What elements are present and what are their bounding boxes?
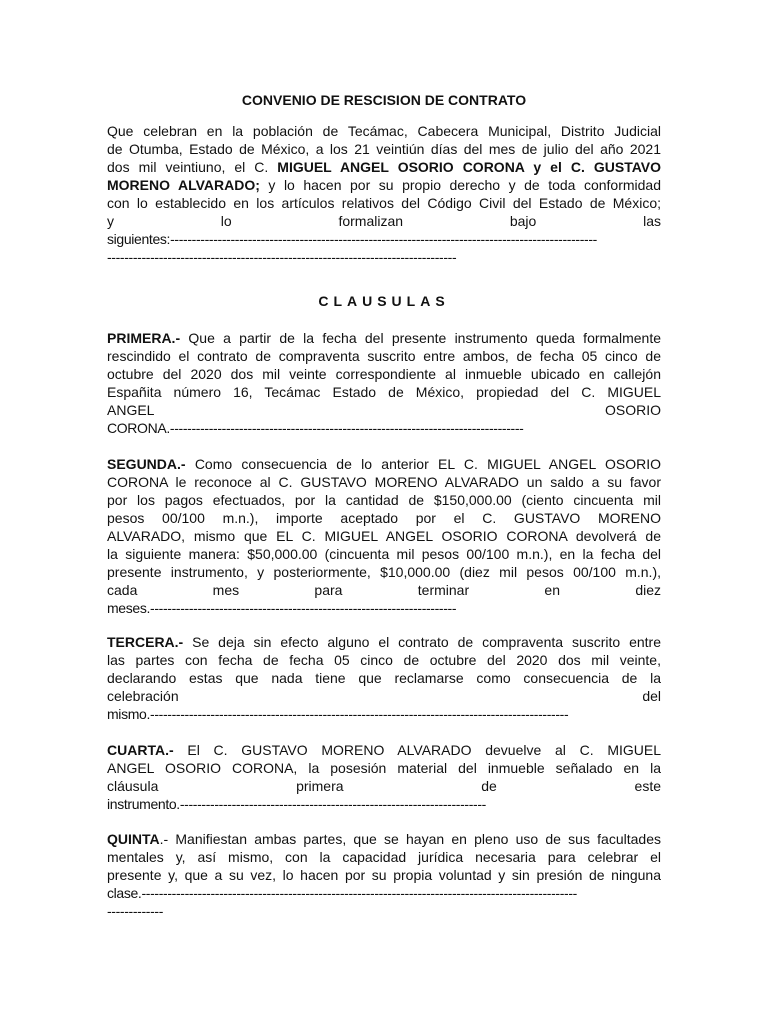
clause-label: SEGUNDA.- [107, 456, 186, 472]
intro-line [107, 158, 661, 176]
clause-line: presente instrumento, y posteriormente, $10,000.00 (diez mil pesos 00/100 m.n.), [107, 564, 661, 580]
clause-text: Se deja sin efecto alguno el contrato de compraventa suscrito entre [183, 634, 661, 650]
clause-label: CUARTA.- [107, 742, 174, 758]
clause-label: TERCERA.- [107, 634, 184, 650]
clause-line: ANGEL OSORIO [107, 402, 661, 418]
clause-line: la siguiente manera: $50,000.00 (cincuenta mil pesos 00/100 m.n.), en la fecha del [107, 546, 661, 562]
clause-line: CORONA.---------------------------------------------------------------------------------- [107, 420, 524, 436]
clause-line: celebración del [107, 688, 661, 704]
clause-line [107, 455, 661, 473]
clause-line: ALVARADO, mismo que EL C. MIGUEL ANGEL OSORIO CORONA devolverá de [107, 528, 661, 544]
clause-text: Como consecuencia de lo anterior EL C. MIGUEL ANGEL OSORIO [185, 456, 661, 472]
intro-text: dos mil veintiuno, el C. [107, 159, 278, 175]
clausulas-heading: CLAUSULAS [318, 293, 450, 309]
clause-line: mismo.------------------------------------------------------------------------------------------------- [107, 706, 569, 722]
clause-line: clase.----------------------------------------------------------------------------------------------------- [107, 885, 577, 901]
clause-tercera [107, 633, 661, 723]
clause-line: ------------- [107, 903, 164, 919]
clause-line: cada mes para terminar en diez [107, 582, 661, 598]
clause-line: presente y, que a su vez, lo hacen por su propia voluntad y sin presión de ninguna [107, 867, 661, 883]
clause-line: CORONA le reconoce al C. GUSTAVO MORENO ALVARADO un saldo a su favor [107, 474, 661, 490]
clause-line [107, 329, 661, 347]
intro-line: y lo formalizan bajo las [107, 213, 661, 229]
clause-line: por los pagos efectuados, por la cantidad de $150,000.00 (ciento cincuenta mil [107, 492, 661, 508]
clause-line: declarando estas que nada tiene que reclamarse como consecuencia de la [107, 670, 661, 686]
clause-line: instrumento.----------------------------------------------------------------------- [107, 796, 486, 812]
intro-line [107, 176, 661, 194]
parties-names: MIGUEL ANGEL OSORIO CORONA y el C. GUSTAVO [277, 159, 661, 175]
intro-line: --------------------------------------------------------------------------------- [107, 249, 457, 265]
clause-label: PRIMERA.- [107, 330, 181, 346]
intro-line: siguientes:--------------------------------------------------------------------------------------------------- [107, 231, 597, 247]
intro-line: de Otumba, Estado de México, a los 21 veintiún días del mes de julio del año 2021 [107, 141, 661, 157]
clause-text: El C. GUSTAVO MORENO ALVARADO devuelve al C. MIGUEL [173, 742, 661, 758]
clause-line: Españita número 16, Tecámac Estado de México, propiedad del C. MIGUEL [107, 384, 661, 400]
intro-text: y lo hacen por su propio derecho y de toda conformidad [259, 177, 661, 193]
clause-line: cláusula primera de este [107, 778, 661, 794]
intro-paragraph [107, 122, 661, 266]
document-title: CONVENIO DE RESCISION DE CONTRATO [241, 92, 527, 108]
clause-primera [107, 329, 661, 437]
party-name: MORENO ALVARADO; [107, 177, 260, 193]
clause-line: ANGEL OSORIO CORONA, la posesión material del inmueble señalado en la [107, 760, 661, 776]
clause-line: mentales y, así mismo, con la capacidad jurídica necesaria para celebrar el [107, 849, 661, 865]
clause-line: rescindido el contrato de compraventa suscrito entre ambos, de fecha 05 cinco de [107, 348, 661, 364]
intro-line: Que celebran en la población de Tecámac, Cabecera Municipal, Distrito Judicial [107, 123, 661, 139]
intro-line: con lo establecido en los artículos relativos del Código Civil del Estado de México; [107, 195, 661, 211]
clause-line [107, 741, 661, 759]
clause-line: pesos 00/100 m.n.), importe aceptado por el C. GUSTAVO MORENO [107, 510, 661, 526]
clause-line [107, 633, 661, 651]
clause-line [107, 830, 661, 848]
clause-line: octubre del 2020 dos mil veinte correspondiente al inmueble ubicado en callejón [107, 366, 661, 382]
clause-text: Que a partir de la fecha del presente instrumento queda formalmente [180, 330, 661, 346]
clause-quinta [107, 830, 661, 920]
clause-cuarta [107, 741, 661, 813]
clause-label: QUINTA [107, 831, 160, 847]
clause-line: meses.----------------------------------------------------------------------- [107, 600, 457, 616]
clause-segunda [107, 455, 661, 617]
clause-text: .- Manifiestan ambas partes, que se hayan en pleno uso de sus facultades [159, 831, 661, 847]
clause-line: las partes con fecha de fecha 05 cinco de octubre del 2020 dos mil veinte, [107, 652, 661, 668]
